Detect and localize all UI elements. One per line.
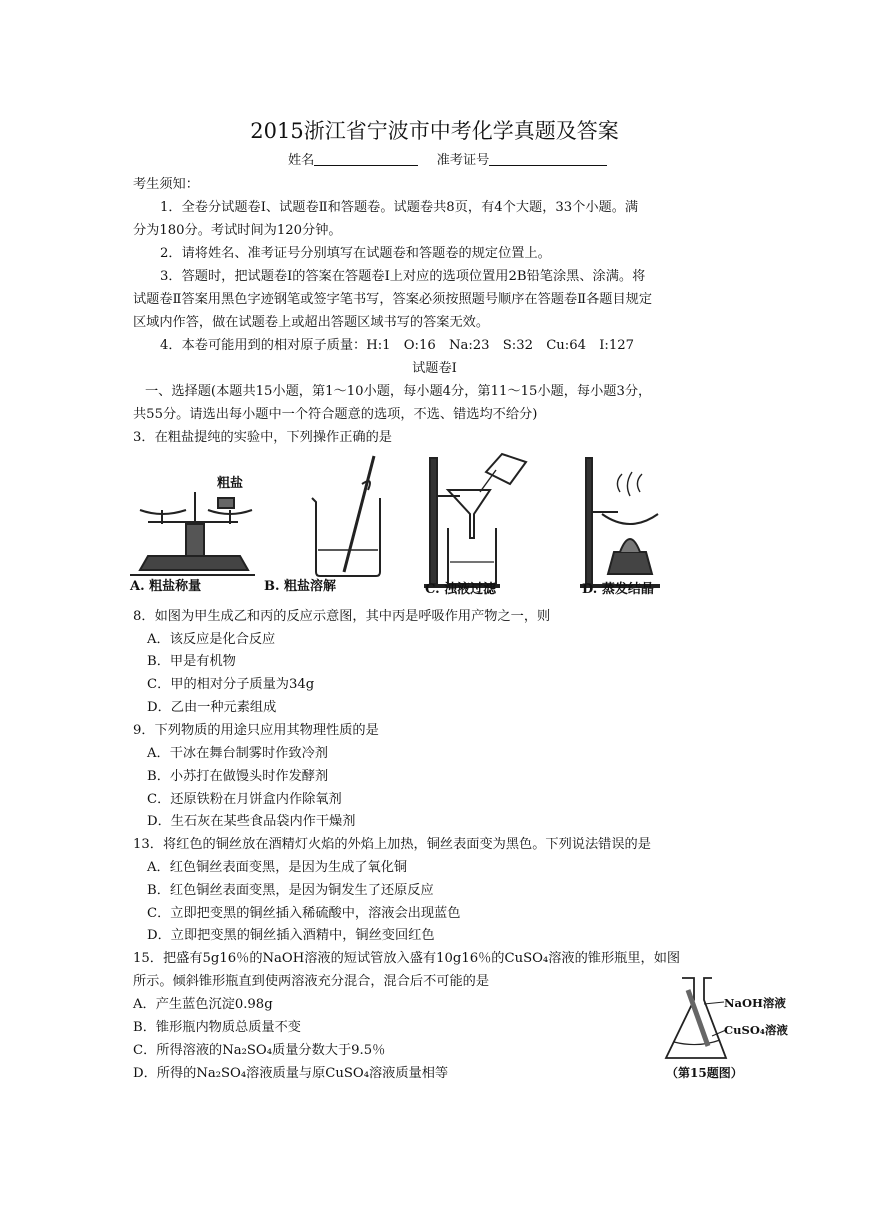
question-15-stem: 15．把盛有5g16％的NaOH溶液的短试管放入盛有10g16％的CuSO₄溶液的锥形瓶里，如图 xyxy=(133,951,681,966)
notice-heading: 考生须知： xyxy=(133,177,199,192)
question-8-option-d: D．乙由一种元素组成 xyxy=(147,700,277,715)
question-9-option-b: B．小苏打在做馒头时作发酵剂 xyxy=(147,769,329,784)
option-c-figure-label: C. 浊液过滤 xyxy=(425,582,497,597)
question-8-stem: 8．如图为甲生成乙和丙的反应示意图，其中丙是呼吸作用产物之一，则 xyxy=(133,609,551,624)
question-15-figure xyxy=(662,974,802,1066)
notice-item-3-cont: 试题卷Ⅱ答案用黑色字迹钢笔或签字笔书写，答案必须按照题号顺序在答题卷Ⅱ各题目规定 xyxy=(133,292,653,307)
question-13-option-a: A．红色铜丝表面变黑，是因为生成了氧化铜 xyxy=(147,860,408,875)
question-9-option-a: A．干冰在舞台制雾时作致冷剂 xyxy=(147,746,328,761)
question-13-option-b: B．红色铜丝表面变黑，是因为铜发生了还原反应 xyxy=(147,883,434,898)
option-b-figure-label: B. 粗盐溶解 xyxy=(264,579,337,594)
option-a-figure-label: A. 粗盐称量 xyxy=(130,579,202,594)
question-9-stem: 9．下列物质的用途只应用其物理性质的是 xyxy=(133,723,379,738)
notice-item-1-cont: 分为180分。考试时间为120分钟。 xyxy=(133,223,342,238)
notice-item-4: 4．本卷可能用到的相对原子质量：H:1 O:16 Na:23 S:32 Cu:64 I:127 xyxy=(160,338,635,353)
question-15-option-b: B．锥形瓶内物质总质量不变 xyxy=(133,1020,301,1035)
question-15-option-a: A．产生蓝色沉淀0.98g xyxy=(133,997,273,1012)
cuso4-solution-label: CuSO₄溶液 xyxy=(724,1023,788,1037)
question-8-option-c: C．甲的相对分子质量为34g xyxy=(147,677,315,692)
exam-id-blank xyxy=(489,151,607,166)
option-d-figure-label: D. 蒸发结晶 xyxy=(582,582,654,597)
question-8-option-a: A．该反应是化合反应 xyxy=(147,632,276,647)
name-field-row xyxy=(288,150,607,172)
question-9-option-c: C．还原铁粉在月饼盒内作除氧剂 xyxy=(147,792,342,807)
evaporating-dish-icon xyxy=(580,458,660,586)
section-title: 试题卷Ⅰ xyxy=(412,361,457,376)
question-9-option-d: D．生石灰在某些食品袋内作干燥剂 xyxy=(147,814,356,829)
naoh-solution-label: NaOH溶液 xyxy=(724,996,786,1010)
name-label: 姓名 xyxy=(288,153,315,168)
question-15-option-d: D．所得的Na₂SO₄溶液质量与原CuSO₄溶液质量相等 xyxy=(133,1066,449,1081)
name-blank xyxy=(314,151,418,166)
filtration-icon xyxy=(424,454,526,586)
notice-item-2: 2．请将姓名、准考证号分别填写在试题卷和答题卷的规定位置上。 xyxy=(160,246,551,261)
question-13-option-d: D．立即把变黑的铜丝插入酒精中，铜丝变回红色 xyxy=(147,928,435,943)
question-13-stem: 13．将红色的铜丝放在酒精灯火焰的外焰上加热，铜丝表面变为黑色。下列说法错误的是 xyxy=(133,837,651,852)
page-title: 2015浙江省宁波市中考化学真题及答案 xyxy=(250,119,619,143)
figure-15-caption: （第15题图） xyxy=(666,1066,743,1080)
erlenmeyer-flask-icon xyxy=(666,978,726,1058)
section-instructions: 一、选择题(本题共15小题，第1～10小题，每小题4分，第11～15小题，每小题3分， xyxy=(145,384,652,399)
crude-salt-label: 粗盐 xyxy=(217,476,244,491)
question-13-option-c: C．立即把变黑的铜丝插入稀硫酸中，溶液会出现蓝色 xyxy=(147,906,461,921)
notice-item-3-cont2: 区域内作答，做在试题卷上或超出答题区域书写的答案无效。 xyxy=(133,315,490,330)
section-instructions-cont: 共55分。请选出每小题中一个符合题意的选项，不选、错选均不给分) xyxy=(133,407,538,422)
exam-id-label: 准考证号 xyxy=(436,153,490,168)
beaker-icon xyxy=(312,456,380,576)
question-15-stem-cont: 所示。倾斜锥形瓶直到使两溶液充分混合，混合后不可能的是 xyxy=(133,974,490,989)
notice-item-1: 1．全卷分试题卷Ⅰ、试题卷Ⅱ和答题卷。试题卷共8页，有4个大题，33个小题。满 xyxy=(160,200,639,215)
balance-icon xyxy=(130,492,255,575)
question-3-stem: 3．在粗盐提纯的实验中，下列操作正确的是 xyxy=(133,430,392,445)
question-15-option-c: C．所得溶液的Na₂SO₄质量分数大于9.5％ xyxy=(133,1043,386,1058)
notice-item-3: 3．答题时，把试题卷Ⅰ的答案在答题卷Ⅰ上对应的选项位置用2B铅笔涂黑、涂满。将 xyxy=(160,269,646,284)
question-8-option-b: B．甲是有机物 xyxy=(147,654,236,669)
